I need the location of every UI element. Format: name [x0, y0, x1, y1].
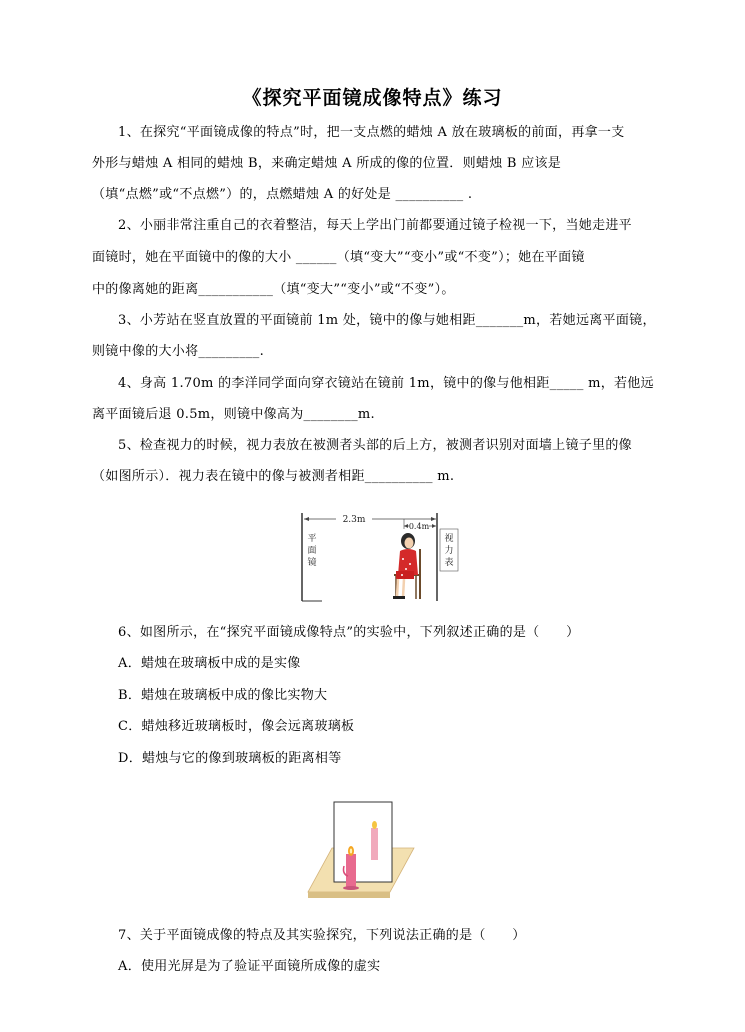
- q1-line-2: 外形与蜡烛 A 相同的蜡烛 B，来确定蜡烛 A 所成的像的位置．则蜡烛 B 应该是: [92, 156, 562, 171]
- mirror-label-1: 平: [307, 534, 317, 544]
- q1-line-1: 1、在探究“平面镜成像的特点”时，把一支点燃的蜡烛 A 放在玻璃板的前面，再拿一支: [118, 125, 625, 140]
- q2-line-3: 中的像离她的距离___________（填“变大”“变小”或“不变”）。: [92, 282, 455, 297]
- q7-option-a: A．使用光屏是为了验证平面镜所成像的虚实: [118, 959, 381, 974]
- q6-option-c: C．蜡烛移近玻璃板时，像会远离玻璃板: [118, 719, 355, 734]
- distance-small-label: 0.4m: [408, 522, 430, 531]
- q6-option-b: B．蜡烛在玻璃板中成的像比实物大: [118, 688, 328, 703]
- q5-line-1: 5、检查视力的时候，视力表放在被测者头部的后上方，被测者识别对面墙上镜子里的像: [118, 438, 632, 453]
- q2-line-1: 2、小丽非常注重自己的衣着整洁，每天上学出门前都要通过镜子检视一下，当她走进平: [118, 218, 632, 233]
- q3-line-1: 3、小芳站在竖直放置的平面镜前 1m 处，镜中的像与她相距_______m，若她远离平面镜，: [118, 313, 656, 328]
- eye-test-figure: [296, 509, 462, 605]
- q6-option-d: D．蜡烛与它的像到玻璃板的距离相等: [118, 751, 342, 766]
- chart-label-1: 视: [444, 534, 454, 544]
- q4-line-1: 4、身高 1.70m 的李洋同学面向穿衣镜站在镜前 1m，镜中的像与他相距_____ m，若他远: [118, 376, 654, 391]
- mirror-label-3: 镜: [307, 558, 317, 568]
- distance-total-label: 2.3m: [342, 515, 366, 525]
- chart-label-2: 力: [444, 546, 454, 556]
- candle-glass-figure: [304, 796, 424, 904]
- q4-line-2: 离平面镜后退 0.5m，则镜中像高为________m.: [92, 407, 375, 422]
- q1-line-3: （填“点燃”或“不点燃”）的，点燃蜡烛 A 的好处是 __________ .: [92, 187, 473, 202]
- q7-stem: 7、关于平面镜成像的特点及其实验探究，下列说法正确的是（ ）: [118, 928, 526, 943]
- mirror-label-2: 面: [307, 546, 317, 556]
- q6-option-a: A．蜡烛在玻璃板中成的是实像: [118, 656, 301, 671]
- chart-label-3: 表: [444, 558, 454, 568]
- q5-line-2: （如图所示）．视力表在镜中的像与被测者相距__________ m.: [92, 469, 455, 484]
- q3-line-2: 则镜中像的大小将_________.: [92, 344, 265, 359]
- page-title: 《探究平面镜成像特点》练习: [242, 87, 503, 109]
- girl-figure-icon: [393, 533, 418, 599]
- q2-line-2: 面镜时，她在平面镜中的像的大小 ______（填“变大”“变小”或“不变”）；她在平面镜: [92, 250, 585, 265]
- q6-stem: 6、如图所示，在“探究平面镜成像特点”的实验中，下列叙述正确的是（ ）: [118, 625, 580, 640]
